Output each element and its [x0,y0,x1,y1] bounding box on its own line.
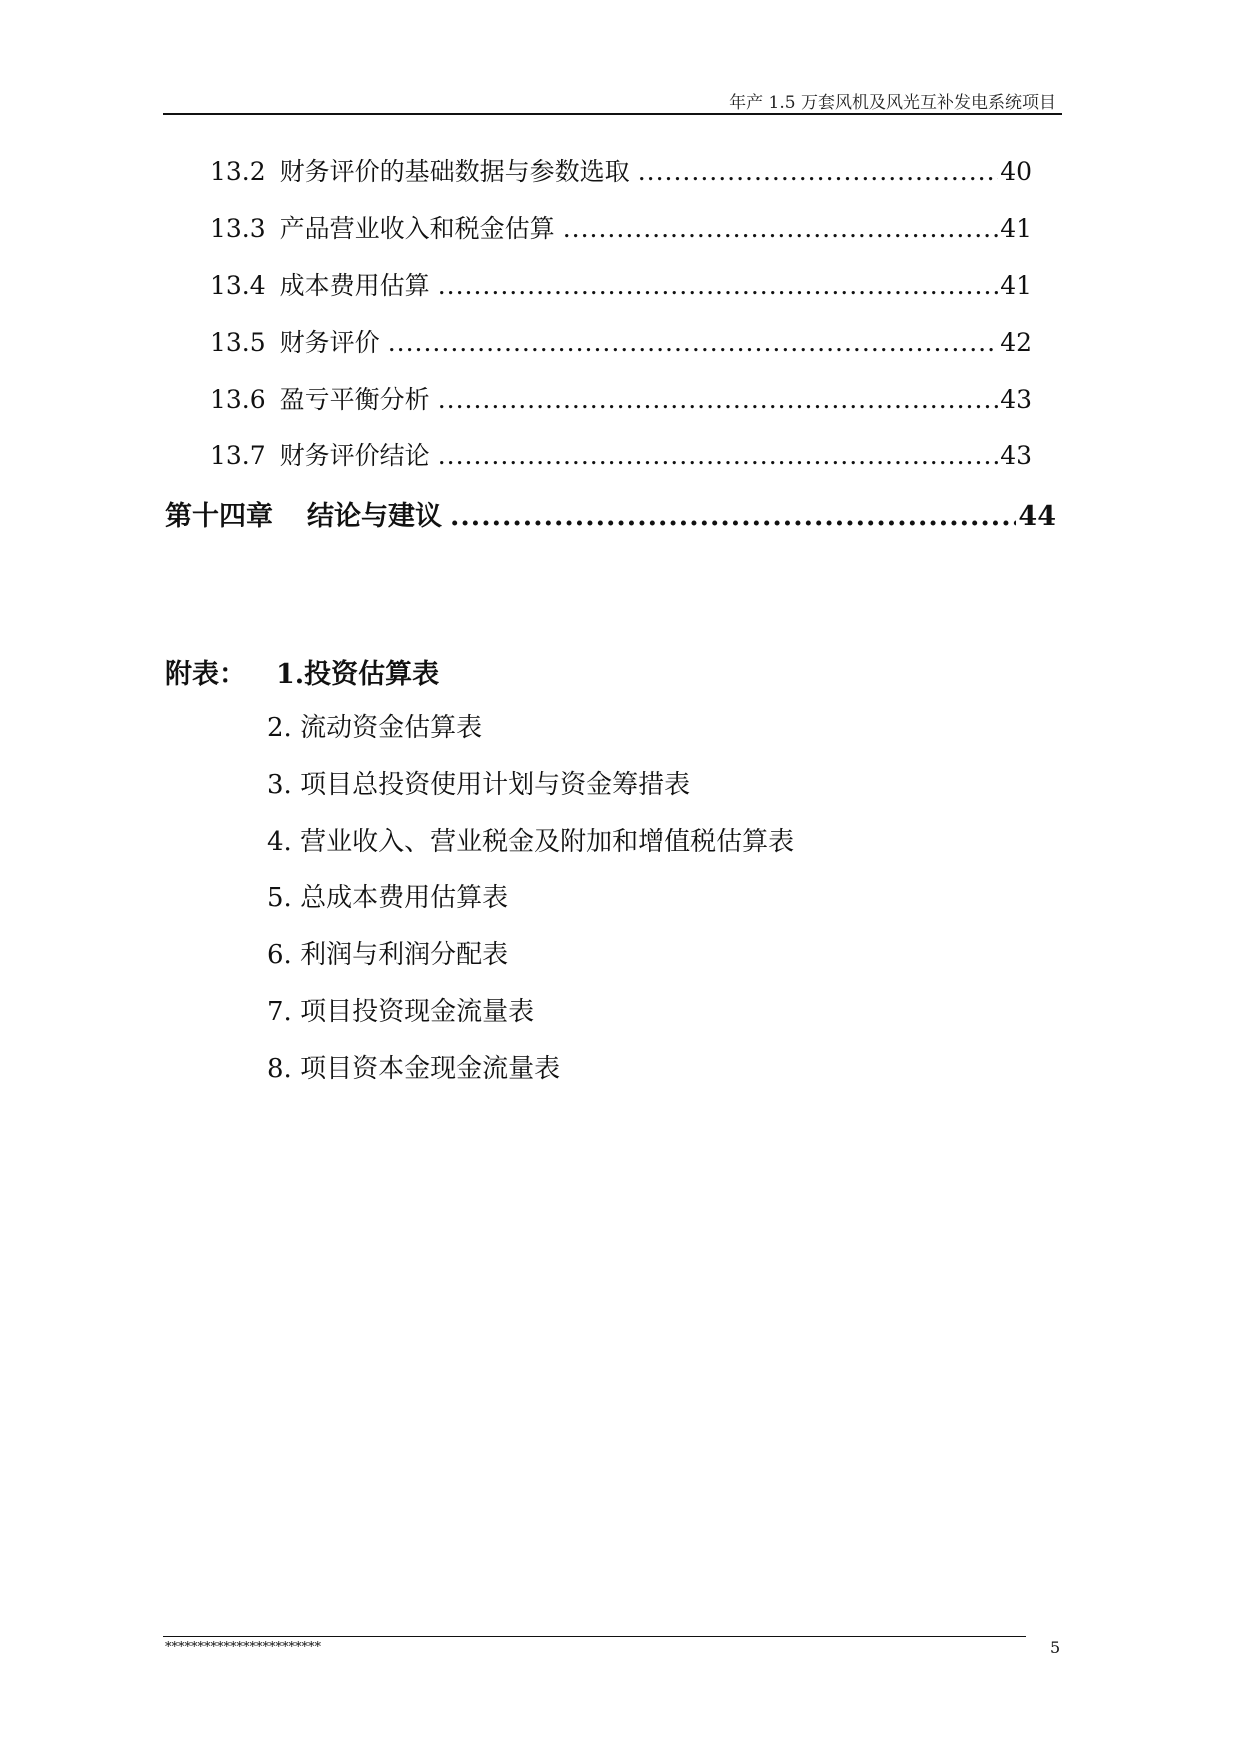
toc-entry-number: 13.5 [210,328,266,357]
appendix-item-7: 7. 项目投资现金流量表 [267,997,535,1027]
toc-dot-leader [638,157,999,186]
toc-chapter-14[interactable] [165,494,1056,536]
appendix-label: 附表： [165,659,246,690]
toc-entry-page: 41 [1000,214,1032,243]
footer-rule [163,1636,1026,1637]
appendix-item-6: 6. 利润与利润分配表 [267,940,509,970]
appendix-item-2: 2. 流动资金估算表 [267,713,483,743]
toc-entry-13-2[interactable] [210,152,1032,192]
toc-chapter-number: 第十四章 [165,501,273,532]
toc-entry-number: 13.6 [210,385,266,414]
toc-entry-number: 13.7 [210,441,266,470]
toc-chapter-label: 结论与建议 [307,501,442,532]
toc-entry-page: 42 [1000,328,1032,357]
appendix-item-1: 1.投资估算表 [276,659,440,690]
appendix-item-8: 8. 项目资本金现金流量表 [267,1054,561,1084]
toc-entry-page: 40 [1000,157,1032,186]
appendix-item-3: 3. 项目总投资使用计划与资金筹措表 [267,770,691,800]
toc-dot-leader [388,328,999,357]
toc-entry-13-5[interactable] [210,323,1032,363]
appendix-item-5: 5. 总成本费用估算表 [267,883,509,913]
toc-entry-number: 13.3 [210,214,266,243]
toc-entry-label: 财务评价 [279,328,380,357]
toc-entry-label: 成本费用估算 [279,271,430,300]
appendix-heading [165,652,439,691]
appendix-item-4: 4. 营业收入、营业税金及附加和增值税估算表 [267,827,795,857]
toc-entry-label: 财务评价的基础数据与参数选取 [279,157,630,186]
toc-entry-number: 13.4 [210,271,266,300]
toc-chapter-page: 44 [1018,501,1056,532]
toc-dot-leader [438,441,999,470]
toc-entry-13-7[interactable] [210,436,1032,476]
footer-stars: ************************ [165,1640,321,1655]
toc-dot-leader [438,271,999,300]
toc-entry-page: 41 [1000,271,1032,300]
toc-entry-label: 财务评价结论 [279,441,430,470]
toc-entry-13-3[interactable] [210,209,1032,249]
toc-entry-label: 盈亏平衡分析 [279,385,430,414]
toc-dot-leader [563,214,999,243]
toc-entry-13-4[interactable] [210,266,1032,306]
toc-entry-13-6[interactable] [210,380,1032,420]
running-header-title: 年产 1.5 万套风机及风光互补发电系统项目 [729,93,1056,113]
toc-entry-page: 43 [1000,385,1032,414]
toc-entry-number: 13.2 [210,157,266,186]
header-rule [163,113,1062,115]
toc-dot-leader [438,385,999,414]
footer-page-number: 5 [1050,1638,1061,1657]
toc-entry-label: 产品营业收入和税金估算 [279,214,555,243]
toc-entry-page: 43 [1000,441,1032,470]
toc-dot-leader [450,501,1016,532]
